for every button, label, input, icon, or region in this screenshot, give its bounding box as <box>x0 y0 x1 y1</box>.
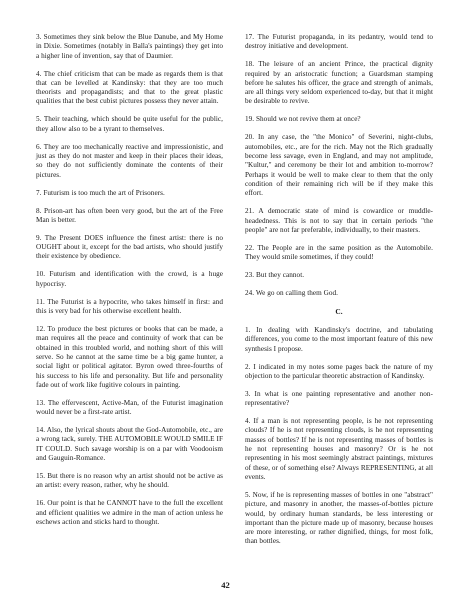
paragraph: 1. In dealing with Kandinsky's doctrine, and tabulating differences, you come to the most important feature of this new synthesis I propose. <box>245 326 433 353</box>
paragraph: 5. Now, if he is representing masses of bottles in one "abstract" picture, and masonry in another, the masses-of-bottles picture would, by ordinary human standards, be less interesting or important than the picture made up of masonry, because houses are more interesting, or rather dignified, things, for most folk, than bottles. <box>245 490 433 546</box>
paragraph: 5. Their teaching, which should be quite useful for the public, they allow also to be a tyrant to themselves. <box>36 115 223 133</box>
paragraph: 8. Prison-art has often been very good, but the art of the Free Man is better. <box>36 206 223 224</box>
paragraph: 13. The effervescent, Active-Man, of the Futurist imagination would never be a first-rate artist. <box>36 398 223 417</box>
paragraph: 7. Futurism is too much the art of Prisoners. <box>36 188 165 197</box>
paragraph: 11. The Futurist is a hypocrite, who takes himself in first: and this is very bad for his otherwise excellent health. <box>36 297 223 316</box>
paragraph: 4. If a man is not representing people, is he not representing clouds? If he is not representing clouds, is he not representing masses of bottles? If he is not representing masses of bottles is he not representing houses and masonry? Or is he not representing in his most seemingly abstract paintings, mixtures of these, or of something else? Always REPRESENTING, at all events. <box>245 417 433 481</box>
paragraph: 6. They are too mechanically reactive and impressionistic, and just as they do not master and keep in their places their ideas, so they do not sufficiently dominate the contents of their pictures. <box>36 142 223 179</box>
paragraph: 15. But there is no reason why an artist should not be active as an artist: every reason, rather, why he should. <box>36 471 223 490</box>
paragraph: 3. Sometimes they sink below the Blue Danube, and My Home in Dixie. Sometimes (notably in Balla's paintings) they get into a higher line of invention, say that of Daumier. <box>36 33 223 60</box>
paragraph: 14. Also, the lyrical shouts about the God-Automobile, etc., are a wrong tack, surely. THE AUTOMOBILE WOULD SMILE IF IT COULD. Such savage worship is on a par with Voodooism and Gauguin-Romance. <box>36 426 223 462</box>
paragraph: 16. Our point is that he CANNOT have to the full the excellent and efficient qualities we admire in the man of action unless he eschews action and sticks hard to thought. <box>36 499 223 526</box>
paragraph: 10. Futurism and identification with the crowd, is a huge hypocrisy. <box>36 270 223 288</box>
paragraph: 3. In what is one painting representative and another non-representative? <box>245 389 433 408</box>
paragraph: 9. The Present DOES influence the finest artist: there is no OUGHT about it, except for the bad artists, who should justify their existence by obedience. <box>36 233 223 261</box>
paragraph: 24. We go on calling them God. <box>245 289 339 298</box>
paragraph: 12. To produce the best pictures or books that can be made, a man requires all the peace and continuity of work that can be obtained in this troubled world, and nothing short of this will serve. So he cannot at the same time be a big game hunter, a social light or political agitator. Byron owed three-fourths of his success to his life and personality. But life and personality fade out of work like fugitive colours in painting. <box>36 325 223 389</box>
paragraph: 4. The chief criticism that can be made as regards them is that that can be levelled at Kandinsky: that they are too much theorists and propagandists; and that to the great plastic qualities that the best cubist pictures possess they never attain. <box>36 69 223 106</box>
right-column <box>245 33 433 555</box>
left-column <box>36 33 223 536</box>
paragraph: 17. The Futurist propaganda, in its pedantry, would tend to destroy initiative and development. <box>245 33 433 51</box>
paragraph: 23. But they cannot. <box>245 271 305 280</box>
paragraph: 2. I indicated in my notes some pages back the nature of my objection to the particular theoretic abstraction of Kandinsky. <box>245 362 433 380</box>
paragraph: 20. In any case, the "the Monico" of Severini, night-clubs, automobiles, etc., are for the rich. May not the Rich gradually become less savage, even in England, and may not amplitude, "Kultur," and ceremony be their lot and ambition to-morrow? Perhaps it would be well to make clear to them that the only condition of their remaining rich will be if they make this effort. <box>245 133 433 198</box>
section-heading: C. <box>335 307 343 317</box>
page-number: 42 <box>221 580 230 590</box>
paragraph: 21. A democratic state of mind is cowardice or muddle-headedness. This is not to say that in certain periods "the people" are not far preferable, individually, to their masters. <box>245 207 433 234</box>
paragraph: 19. Should we not revive them at once? <box>245 115 361 124</box>
paragraph: 18. The leisure of an ancient Prince, the practical dignity required by an aristocratic function; a Guardsman stamping before he salutes his officer, the grace and strength of animals, are all things very seldom experienced to-day, but that it might be desirable to revive. <box>245 60 433 106</box>
paragraph: 22. The People are in the same position as the Automobile. They would smile sometimes, if they could! <box>245 243 433 262</box>
